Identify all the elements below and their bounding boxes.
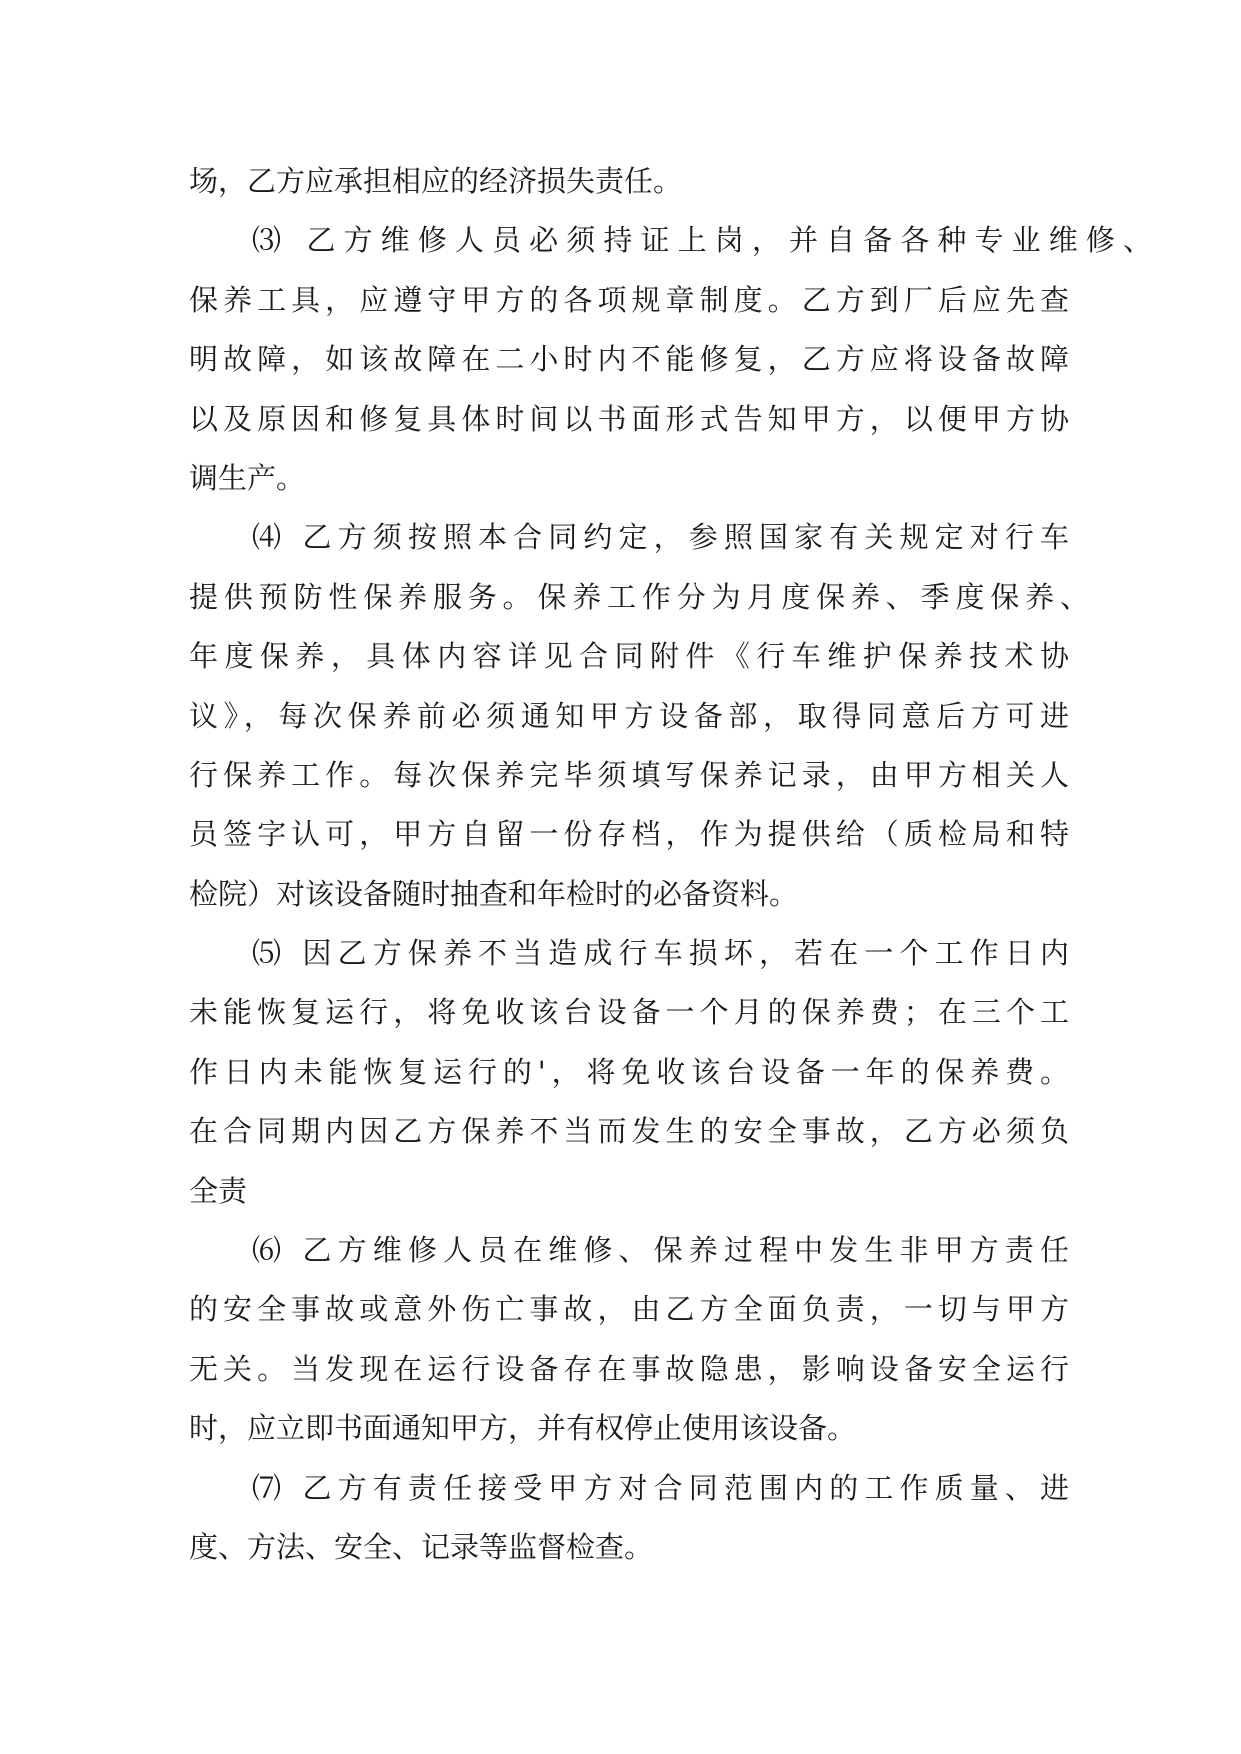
document-body bbox=[189, 152, 1152, 1577]
paragraph-item-4 bbox=[189, 508, 1089, 924]
text-line: ⑸ 因乙方保养不当造成行车损坏，若在一个工作日内 bbox=[252, 936, 1069, 971]
text-line: ⑶ 乙方维修人员必须持证上岗，并自备各种专业维修、 bbox=[252, 223, 1152, 258]
text-line: 未能恢复运行，将免收该台设备一个月的保养费；在三个工 bbox=[189, 995, 1069, 1030]
text-line: 检院）对该设备随时抽查和年检时的必备资料。 bbox=[189, 876, 799, 911]
text-line: 行保养工作。每次保养完毕须填写保养记录，由甲方相关人 bbox=[189, 757, 1069, 792]
text-line: 场，乙方应承担相应的经济损失责任。 bbox=[189, 164, 683, 198]
paragraph-continued bbox=[189, 152, 1069, 211]
text-line: ⑹ 乙方维修人员在维修、保养过程中发生非甲方责任 bbox=[252, 1233, 1069, 1268]
text-line: 提供预防性保养服务。保养工作分为月度保养、季度保养、 bbox=[189, 579, 1089, 614]
paragraph-item-3 bbox=[189, 211, 1152, 508]
paragraph-item-7 bbox=[189, 1459, 1069, 1578]
text-line: 保养工具，应遵守甲方的各项规章制度。乙方到厂后应先查 bbox=[189, 282, 1069, 317]
text-line: ⑺ 乙方有责任接受甲方对合同范围内的工作质量、进 bbox=[252, 1470, 1069, 1505]
text-line: 年度保养，具体内容详见合同附件《行车维护保养技术协 bbox=[189, 639, 1069, 674]
text-line: 的安全事故或意外伤亡事故，由乙方全面负责，一切与甲方 bbox=[189, 1292, 1069, 1327]
text-line: 调生产。 bbox=[189, 460, 306, 495]
text-line: 全责 bbox=[189, 1173, 248, 1208]
paragraph-item-6 bbox=[189, 1221, 1069, 1459]
text-line: 明故障，如该故障在二小时内不能修复，乙方应将设备故障 bbox=[189, 342, 1069, 377]
text-line: 时，应立即书面通知甲方，并有权停止使用该设备。 bbox=[189, 1411, 857, 1446]
text-line: 议》，每次保养前必须通知甲方设备部，取得同意后方可进 bbox=[189, 698, 1069, 733]
text-line: 以及原因和修复具体时间以书面形式告知甲方，以便甲方协 bbox=[189, 401, 1069, 436]
text-line: 在合同期内因乙方保养不当而发生的安全事故，乙方必须负 bbox=[189, 1114, 1069, 1149]
text-line: 员签字认可，甲方自留一份存档，作为提供给（质检局和特 bbox=[189, 817, 1069, 852]
text-line: 作日内未能恢复运行的'，将免收该台设备一年的保养费。 bbox=[189, 1054, 1069, 1089]
paragraph-item-5 bbox=[189, 924, 1069, 1221]
text-line: 度、方法、安全、记录等监督检查。 bbox=[189, 1529, 654, 1564]
text-line: ⑷ 乙方须按照本合同约定，参照国家有关规定对行车 bbox=[252, 520, 1069, 555]
text-line: 无关。当发现在运行设备存在事故隐患，影响设备安全运行 bbox=[189, 1351, 1069, 1386]
